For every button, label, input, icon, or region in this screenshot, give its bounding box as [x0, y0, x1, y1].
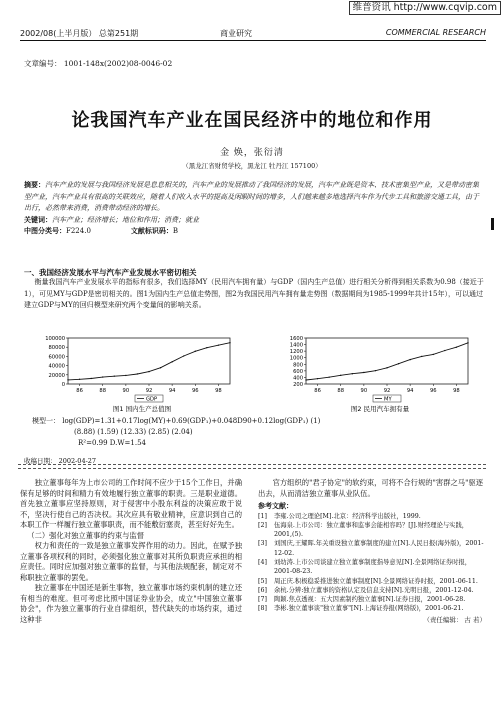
y-tick-label: 1200: [289, 349, 303, 356]
data-point: [195, 351, 196, 352]
data-point: [340, 375, 341, 376]
y-tick-label: 60000: [48, 354, 65, 361]
y-tick-label: 1000: [289, 355, 303, 362]
running-header: [20, 28, 486, 40]
reference-item: [258, 539, 486, 558]
header-rule: [20, 40, 486, 41]
plot-frame: [68, 338, 230, 384]
x-tick-label: 92: [145, 388, 153, 394]
x-tick-label: 92: [383, 388, 391, 394]
reference-item: [258, 604, 486, 613]
keywords-text: 汽车产业；经济增长；地位和作用；消费；就业: [52, 215, 199, 224]
figure-2-my-chart: [268, 334, 478, 414]
x-tick-label: 98: [453, 388, 460, 394]
data-point: [206, 347, 207, 348]
clc-label: 中图分类号：: [24, 227, 66, 235]
figure-1-gdp-chart: [30, 334, 240, 414]
data-point: [398, 363, 399, 364]
y-tick-label: 40000: [48, 363, 65, 370]
data-point: [433, 354, 434, 355]
data-point: [375, 370, 376, 371]
margin-mark: [491, 218, 494, 230]
x-tick-label: 98: [215, 388, 222, 394]
article-title: 论我国汽车产业在国民经济中的地位和作用: [71, 110, 433, 131]
references-title: 参考文献：: [258, 502, 293, 510]
affiliation: （黑龙江省财贸学校，黑龙江 牡丹江 157100）: [182, 162, 322, 170]
reference-number: [7]: [258, 596, 267, 604]
reference-item: [258, 521, 486, 540]
data-point: [218, 344, 219, 345]
reference-item: [258, 512, 486, 521]
article-number: 文章编号： 1001-148x(2002)08-0046-02: [24, 59, 173, 68]
legend-label: GDP: [146, 396, 158, 403]
keywords: [24, 215, 479, 227]
doc-value: B: [172, 227, 179, 235]
header-column: 商业研究: [220, 29, 252, 38]
series-line: [306, 343, 468, 380]
data-point: [229, 342, 230, 343]
reference-text: 李雍.公司之理论[M].北京：经济科学出版社，1999.: [274, 512, 421, 520]
reference-text: 李彬.独立董事谈"独立董事"[N].上海证券报(网络版)，2001-06-21.: [274, 605, 464, 613]
y-tick-label: 1600: [289, 336, 303, 342]
left-subheading: （二）强化对独立董事的约束与监督: [27, 530, 145, 540]
abstract-label: 摘要：: [24, 181, 45, 189]
series-line: [68, 343, 230, 380]
watermark: 维普资讯 http://www.cqvip.com: [349, 1, 501, 15]
data-point: [114, 375, 115, 376]
data-point: [125, 375, 126, 376]
classification: [24, 226, 479, 238]
y-tick-label: 100000: [45, 336, 65, 342]
x-tick-label: 94: [406, 388, 414, 394]
reference-item: [258, 558, 486, 577]
reference-text: 陶颖.焦点透视：五大因素制约独立董事[N].证券日报，2001-06-28.: [274, 596, 466, 604]
figure-1-caption: 图1 国内生产总值图: [112, 405, 172, 413]
regression-model: [32, 416, 320, 449]
reference-text: 伍海泉.上市公司：独立董事和监事会能相容吗？[J].财经理论与实践，2001,(5).: [274, 521, 469, 539]
section-paragraph: 衡量我国汽车产业发展水平的指标有很多，我们选择MY（民用汽车拥有量）与GDP（国内生产总值）进行相关分析得到相关系数为0.98（接近于1），可见MY与GDP是密切相关的。图1为国内生产总值走势图，图2为我国民用汽车拥有量走势图（数据期间为1985-1999年共计15年），可以通过建立GDP与MY的回归模型来研究两个变量间的影响关系。: [24, 278, 484, 309]
data-point: [160, 367, 161, 368]
abstract-text: 汽车产业的发展与我国经济发展是息息相关的，汽车产业的发展推动了我国经济的发展，汽车产业既是资本、技术密集型产业，又是带动密集型产业，汽车产业具有很高的关联效应，随着人们收入水平的提高及闲暇时间的增多，人们越来越多地选择汽车作为代步工具和旅游交通工具，由于出行，必然带来消费，消费带动经济的增长。: [24, 181, 479, 212]
header-citation: 2002/08(上半月版） 总第251期: [20, 29, 139, 38]
right-column: [258, 478, 486, 625]
y-tick-label: 600: [293, 368, 303, 375]
abstract: [24, 180, 479, 215]
x-tick-label: 94: [168, 388, 176, 394]
legend-label: MY: [384, 396, 392, 403]
reference-number: [4]: [258, 558, 267, 566]
data-point: [137, 373, 138, 374]
x-tick-label: 88: [337, 388, 345, 394]
data-point: [317, 378, 318, 379]
x-tick-label: 88: [99, 388, 107, 394]
left-paragraph-1: 独立董事每年为上市公司的工作时间不应少于15个工作日，并确保有足够的时间和精力有效地履行独立董事的职责。三是职业道德。首先独立董事应坚持原则，对于侵害中小股东利益的决策应敢于说不，坚决行使自己的否决权。其次应具有敬业精神，应意识到自己的本职工作一样履行独立董事职责，而不能敷衍塞责，甚至好好先生。: [20, 478, 242, 529]
data-point: [79, 379, 80, 380]
data-point: [352, 373, 353, 374]
reference-number: [6]: [258, 586, 267, 594]
reference-number: [5]: [258, 577, 267, 585]
reference-text: 刘幼涛.上市公司谈建立独立董事制度指导意见[N].全景网络证券时报，2001-08-23.: [274, 558, 472, 576]
data-point: [363, 372, 364, 373]
y-tick-label: 20000: [48, 372, 65, 379]
data-point: [102, 376, 103, 377]
data-point: [328, 376, 329, 377]
x-tick-label: 90: [360, 388, 368, 394]
left-paragraph-2: 权力和责任的一致是独立董事发挥作用的动力。因此，在赋予独立董事各项权利的同时，必须强化独立董事对其所负职责应承担的相应责任。同时应加强对独立董事的监督，与其他法规配套，制定对不称职独立董事的罢免。: [20, 541, 242, 582]
left-paragraph-3: 独立董事在中国还是新生事物，独立董事市场约束机制的建立还有相当的难度。但可考虑比照中国证券业协会，成立"中国独立董事协会"，作为独立董事的行业自律组织，替代缺失的市场约束，通过这种非: [20, 583, 242, 624]
data-point: [183, 355, 184, 356]
reference-text: 周正庆.积极稳妥推进独立董事制度[N].全景网络证券时报，2001-06-11.: [274, 577, 478, 585]
keywords-label: 关键词：: [24, 215, 52, 224]
x-tick-label: 86: [314, 388, 321, 394]
references: [258, 501, 486, 614]
x-tick-label: 90: [122, 388, 130, 394]
editor-note: （责任编辑： 古 若）: [423, 615, 486, 624]
data-point: [171, 361, 172, 362]
figure-2-caption: 图2 民用汽车拥有量: [350, 405, 410, 413]
y-tick-label: 80000: [48, 345, 65, 352]
x-tick-label: 86: [76, 388, 83, 394]
y-tick-label: 800: [293, 362, 303, 369]
data-point: [456, 347, 457, 348]
data-point: [409, 359, 410, 360]
reference-number: [8]: [258, 605, 267, 613]
data-point: [444, 350, 445, 351]
y-tick-label: 0: [61, 382, 65, 388]
data-point: [90, 378, 91, 379]
received-date: 收稿日期： 2002-04-27: [24, 457, 97, 465]
clc-value: F224.0: [66, 227, 91, 235]
x-tick-label: 96: [429, 388, 437, 394]
reference-number: [2]: [258, 521, 267, 529]
reference-item: [258, 577, 486, 586]
reference-item: [258, 595, 486, 604]
model-tstats: (8.88) (1.59) (12.33) (2.85) (2.04): [74, 428, 193, 436]
reference-number: [1]: [258, 512, 267, 520]
divider: [18, 468, 486, 469]
abstract-block: [24, 180, 479, 238]
reference-item: [258, 586, 486, 595]
data-point: [305, 379, 306, 380]
divider: [18, 464, 486, 465]
data-point: [386, 367, 387, 368]
reference-text: 刘国庆,王耀晖.年关重设独立董事制度的建立[N].人民日报(海外版)，2001-12-02.: [274, 540, 484, 557]
authors: 金 焕，张衍清: [220, 148, 284, 158]
y-tick-label: 200: [293, 382, 303, 388]
data-point: [421, 356, 422, 357]
y-tick-label: 1400: [289, 342, 303, 349]
right-paragraph-1: 官方组织的"君子协定"的软约束，可将不合行规的"害群之马"驱逐出去，从而清洁独立董事从业队伍。: [258, 478, 484, 498]
data-point: [67, 379, 68, 380]
y-tick-label: 400: [293, 375, 303, 382]
model-equation: 模型一： log(GDP)=1.31+0.17log(MY)+0.69(GDP₁)+0.048D90+0.12log(GDP₁) (1): [32, 417, 321, 425]
left-column: [20, 478, 242, 625]
data-point: [467, 342, 468, 343]
reference-text: 余杭.分辨:独立董事的资格认定及信息支持[N].光明日报，2001-12-04.: [274, 586, 474, 594]
data-point: [148, 371, 149, 372]
reference-number: [3]: [258, 540, 267, 548]
x-tick-label: 96: [191, 388, 199, 394]
header-journal: COMMERCIAL RESEARCH: [385, 28, 486, 37]
doc-label: 文献标识码：: [130, 227, 173, 235]
model-fit: R²=0.99 D.W=1.54: [78, 439, 146, 447]
section-heading: 一、我国经济发展水平与汽车产业发展水平密切相关: [24, 268, 197, 277]
